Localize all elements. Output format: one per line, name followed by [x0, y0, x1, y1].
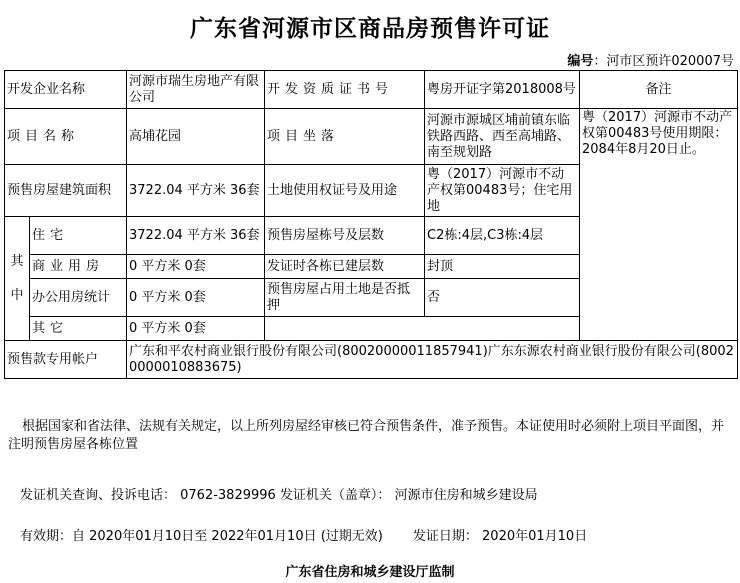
office-label: 办公用房统计: [30, 279, 127, 317]
account-label: 预售款专用帐户: [5, 341, 127, 379]
account-value: 广东和平农村商业银行股份有限公司(80020000011857941)广东东源农村商业银行股份有限公司(80020000010883675): [127, 341, 738, 379]
document-title: 广东省河源市区商品房预售许可证: [190, 16, 550, 42]
permit-number: [567, 50, 734, 69]
project-location-value: 河源市源城区埔前镇东临铁路西路、西至高埔路、南至规划路: [425, 109, 580, 165]
notice-text: 根据国家和省法律、法规有关规定，以上所列房屋经审核已符合预售条件，准予预售。本证使用时必须附上项目平面图，并注明预售房屋各栋位置: [8, 419, 725, 452]
project-location-label: 项目坐落: [265, 109, 425, 165]
contact-line: 发证机关查询、投诉电话： 0762-3829996 发证机关（盖章）： 河源市住房和城乡建设局: [20, 488, 538, 503]
floors-built-label: 发证时各栋已建层数: [265, 255, 425, 279]
permit-number-value: 河市区预许020007号: [606, 54, 734, 69]
building-value: C2栋:4层,C3栋:4层: [425, 217, 580, 255]
residential-label: 住宅: [30, 217, 127, 255]
commercial-value: 0 平方米 0套: [127, 255, 265, 279]
among-label: 其中: [5, 217, 30, 341]
validity-text: 有效期：自 2020年01月10日至 2022年01月10日 (过期无效): [20, 529, 383, 544]
land-cert-value: 粤（2017）河源市不动产权第00483号；住宅用地: [425, 165, 580, 217]
notice-section: [0, 418, 740, 454]
project-name-value: 高埔花园: [127, 109, 265, 165]
office-value: 0 平方米 0套: [127, 279, 265, 317]
mortgage-label: 预售房屋占用土地是否抵押: [265, 279, 425, 317]
developer-label: 开发企业名称: [5, 71, 127, 109]
qualification-value: 粤房开证字第2018008号: [425, 71, 580, 109]
qualification-label: 开发资质证书号: [265, 71, 425, 109]
residential-value: 3722.04 平方米 36套: [127, 217, 265, 255]
other-value: 0 平方米 0套: [127, 317, 265, 341]
presale-area-label: 预售房屋建筑面积: [5, 165, 127, 217]
remarks-label: 备注: [580, 71, 738, 109]
project-name-label: 项目名称: [5, 109, 127, 165]
building-label: 预售房屋栋号及层数: [265, 217, 425, 255]
issue-date: 发证日期： 2020年01月10日: [412, 529, 588, 544]
commercial-label: 商业用房: [30, 255, 127, 279]
mortgage-value: 否: [425, 279, 580, 317]
empty-cell: [265, 317, 580, 341]
permit-table: [4, 70, 738, 379]
permit-number-label: 编号: [567, 54, 594, 69]
other-label: 其它: [30, 317, 127, 341]
land-cert-label: 土地使用权证号及用途: [265, 165, 425, 217]
footer-issuer: 广东省住房和城乡建设厅监制: [285, 565, 455, 580]
presale-area-value: 3722.04 平方米 36套: [127, 165, 265, 217]
remarks-value: 粤（2017）河源市不动产权第00483号使用期限：2084年8月20日止。: [580, 109, 738, 341]
validity-line: [20, 525, 587, 544]
developer-value: 河源市瑞生房地产有限公司: [127, 71, 265, 109]
floors-built-value: 封顶: [425, 255, 580, 279]
permit-number-sep: ：: [593, 54, 607, 69]
